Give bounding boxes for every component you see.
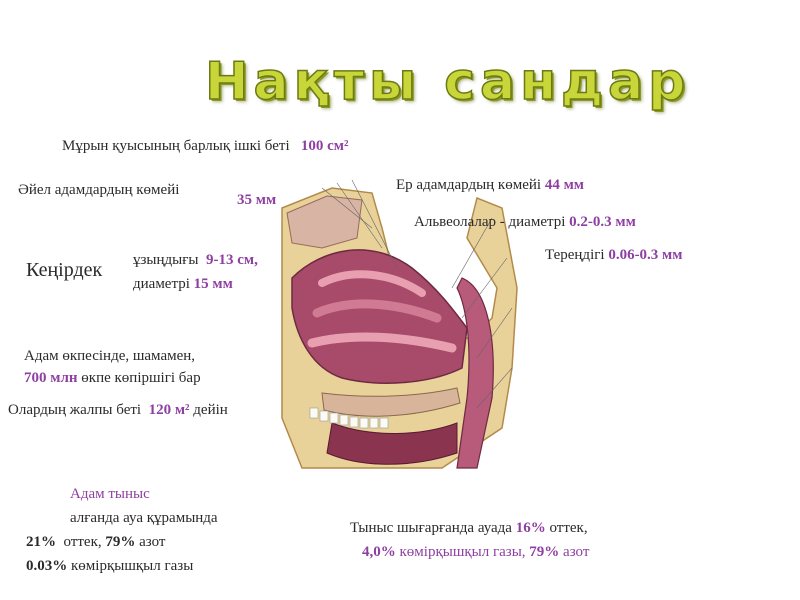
total-surface-value: 120 м² bbox=[148, 402, 190, 418]
trachea-diameter bbox=[133, 274, 233, 294]
total-surface-label: Олардың жалпы беті bbox=[8, 402, 142, 418]
nose-surface-value: 100 см² bbox=[300, 138, 349, 154]
alveoli-label: Альвеолалар - диаметрі bbox=[414, 214, 566, 230]
inhale-co2-label: көмірқышқыл газы bbox=[71, 558, 194, 574]
total-surface-text bbox=[8, 400, 228, 420]
depth-label: Тереңдігі bbox=[545, 247, 605, 263]
inhale-co2 bbox=[26, 556, 193, 576]
alveoli-count: 700 млн bbox=[24, 370, 78, 386]
trachea-length-label: ұзыңдығы bbox=[133, 252, 199, 268]
exhale-nitrogen-label: азот bbox=[563, 544, 590, 560]
male-larynx-value: 44 мм bbox=[544, 177, 585, 193]
lungs-line2-text: өкпе көпіршігі бар bbox=[81, 370, 201, 386]
exhale-co2: 4,0% bbox=[362, 544, 396, 560]
page-title: Нақты сандар bbox=[205, 52, 691, 112]
inhale-nitrogen-label: азот bbox=[139, 534, 166, 550]
exhale-line2 bbox=[362, 542, 589, 562]
male-larynx-text bbox=[396, 175, 584, 195]
alveoli-text bbox=[414, 212, 636, 232]
exhale-oxygen: 16% bbox=[515, 520, 546, 536]
trachea-length bbox=[133, 250, 258, 270]
lungs-line1: Адам өкпесінде, шамамен, bbox=[24, 348, 196, 364]
depth-text bbox=[545, 245, 683, 265]
inhale-line2: алғанда ауа құрамында bbox=[70, 510, 218, 526]
exhale-nitrogen: 79% bbox=[529, 544, 560, 560]
trachea-diameter-value: 15 мм bbox=[193, 276, 233, 292]
depth-value: 0.06-0.3 мм bbox=[608, 247, 683, 263]
nose-surface-label: Мұрын қуысының барлық ішкі беті bbox=[62, 138, 290, 154]
exhale-label: Тыныс шығарғанда ауада bbox=[350, 520, 512, 536]
inhale-oxygen: 21% bbox=[26, 534, 56, 550]
alveoli-value: 0.2-0.3 мм bbox=[569, 214, 636, 230]
female-larynx-value: 35 мм bbox=[237, 192, 277, 208]
inhale-line1: Адам тыныс bbox=[70, 486, 150, 502]
inhale-oxygen-label: оттек, bbox=[63, 534, 102, 550]
nose-surface-text bbox=[62, 136, 348, 156]
female-larynx-label: Әйел адамдардың көмейі bbox=[18, 182, 180, 198]
trachea-title: Кеңірдек bbox=[26, 259, 103, 281]
trachea-length-value: 9-13 см, bbox=[205, 252, 258, 268]
inhale-nitrogen: 79% bbox=[105, 534, 136, 550]
trachea-diameter-label: диаметрі bbox=[133, 276, 190, 292]
exhale-line1 bbox=[350, 518, 588, 538]
exhale-oxygen-label: оттек, bbox=[549, 520, 588, 536]
inhale-o2-n2 bbox=[26, 532, 165, 552]
inhale-co2-value: 0.03% bbox=[26, 558, 68, 574]
male-larynx-label: Ер адамдардың көмейі bbox=[396, 177, 542, 193]
exhale-co2-label: көмірқышқыл газы, bbox=[399, 544, 526, 560]
lungs-line2 bbox=[24, 368, 201, 388]
total-surface-suffix: дейін bbox=[193, 402, 228, 418]
